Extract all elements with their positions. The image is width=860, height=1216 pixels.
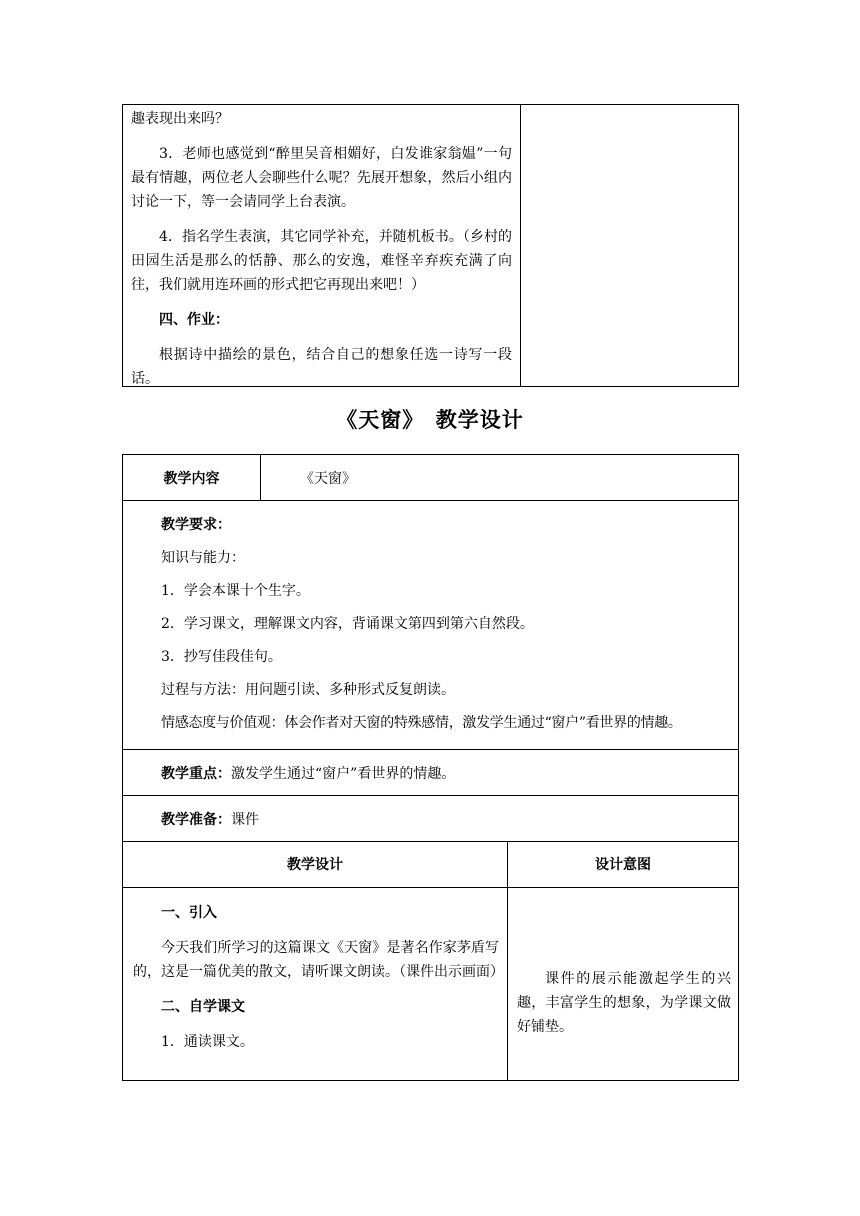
requirement-item: 情感态度与价值观：体会作者对天窗的特殊感情，激发学生通过“窗户”看世界的情趣。 (161, 715, 682, 731)
requirement-item: 2．学习课文，理解课文内容，背诵课文第四到第六自然段。 (161, 616, 534, 632)
intent-header: 设计意图 (595, 857, 651, 873)
requirements-heading: 教学要求： (161, 517, 231, 533)
key-point-value: 激发学生通过“窗户”看世界的情趣。 (231, 766, 456, 782)
row-line-5 (123, 887, 738, 888)
row-line-4 (123, 841, 738, 842)
upper-table-intent-cell (521, 105, 738, 386)
upper-table (122, 104, 739, 387)
row-line-1 (123, 500, 738, 501)
requirement-item: 过程与方法：用问题引读、多种形式反复朗读。 (161, 682, 455, 698)
content-divider (260, 455, 261, 500)
requirement-item: 知识与能力： (161, 550, 245, 566)
key-point-label: 教学重点： (161, 766, 231, 782)
row-line-2 (123, 749, 738, 750)
upper-table-content-cell (131, 107, 512, 391)
homework-heading: 四、作业： (159, 312, 229, 328)
intro-text: 今天我们所学习的这篇课文《天窗》是著名作家茅盾写的，这是一篇优美的散文，请听课文朗读。（课件出示画面） (133, 940, 504, 980)
self-study-step: 1．通读课文。 (161, 1034, 254, 1050)
intent-content-cell (517, 967, 731, 1039)
requirements-cell (133, 513, 733, 735)
requirement-item: 1．学会本课十个生字。 (161, 583, 310, 599)
intent-text: 课件的展示能激起学生的兴趣，丰富学生的想象，为学课文做好铺垫。 (517, 971, 731, 1035)
row-line-3 (123, 795, 738, 796)
key-point-row (161, 764, 455, 784)
upper-text-1: 3．老师也感觉到“醉里吴音相媚好，白发谁家翁媪”一句最有情趣，两位老人会聊些什么呢？先展开想象，然后小组内讨论一下，等一会请同学上台表演。 (131, 146, 512, 210)
content-label: 教学内容 (163, 471, 220, 487)
upper-text-0: 趣表现出来吗？ (131, 111, 229, 127)
design-header: 教学设计 (287, 857, 343, 873)
content-value: 《天窗》 (300, 471, 356, 487)
homework-text: 根据诗中描绘的景色，结合自己的想象任选一诗写一段话。 (131, 347, 512, 387)
design-content-cell (133, 901, 504, 1054)
requirement-item: 3．抄写佳段佳句。 (161, 649, 282, 665)
lesson-table (122, 454, 739, 1081)
page-title: 《天窗》 教学设计 (336, 408, 524, 432)
preparation-value: 课件 (231, 812, 259, 828)
design-divider (507, 841, 508, 1080)
preparation-row (161, 810, 259, 830)
upper-text-2: 4．指名学生表演，其它同学补充，并随机板书。（乡村的田园生活是那么的恬静、那么的安逸，难怪辛弃疾充满了向往，我们就用连环画的形式把它再现出来吧！） (131, 229, 512, 293)
preparation-label: 教学准备： (161, 812, 231, 828)
self-study-heading: 二、自学课文 (161, 999, 245, 1015)
intro-heading: 一、引入 (161, 905, 217, 921)
